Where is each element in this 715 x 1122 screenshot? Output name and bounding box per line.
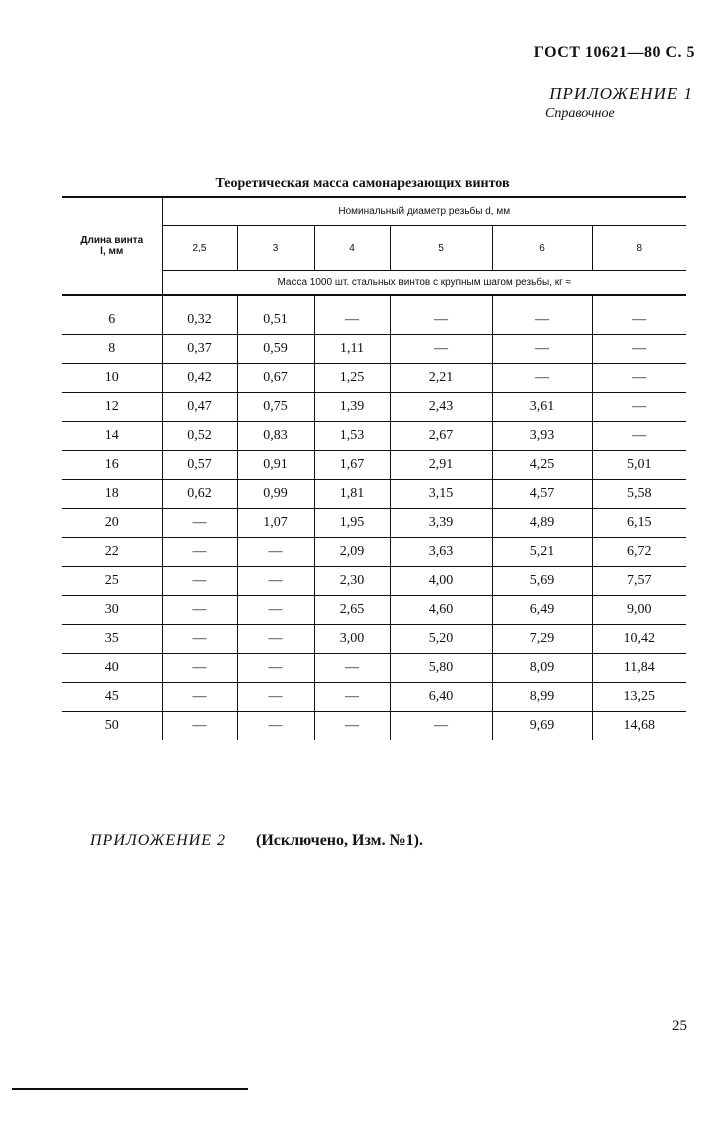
standard-header: ГОСТ 10621—80 С. 5	[533, 44, 695, 61]
mass-cell: —	[237, 683, 314, 712]
length-cell: 18	[62, 480, 162, 509]
mass-cell: 5,69	[492, 567, 592, 596]
appendix-2-line	[90, 832, 423, 850]
mass-cell: 0,83	[237, 422, 314, 451]
mass-cell: 2,65	[314, 596, 390, 625]
spacer-cell	[492, 295, 592, 306]
diameter-value: 5	[390, 226, 492, 271]
mass-cell: 4,57	[492, 480, 592, 509]
mass-cell: —	[592, 393, 686, 422]
table-title: Теоретическая масса самонарезающих винтов	[215, 176, 510, 191]
mass-cell: 14,68	[623, 718, 655, 733]
table-row	[62, 480, 686, 509]
mass-cell: 5,58	[592, 480, 686, 509]
mass-cell: 6,49	[492, 596, 592, 625]
mass-cell: —	[162, 654, 237, 683]
mass-cell: —	[492, 306, 592, 335]
bottom-rule	[12, 1088, 248, 1090]
mass-cell: —	[390, 335, 492, 364]
mass-cell: 4,60	[390, 596, 492, 625]
mass-cell: 2,21	[390, 364, 492, 393]
mass-cell: 1,95	[314, 509, 390, 538]
table-row	[62, 306, 686, 335]
mass-cell: 0,42	[162, 364, 237, 393]
mass-cell: 3,15	[390, 480, 492, 509]
mass-cell: —	[237, 625, 314, 654]
mass-cell: 1,39	[314, 393, 390, 422]
diameter-value: 8	[592, 226, 686, 271]
mass-cell: —	[592, 422, 686, 451]
mass-cell: 7,57	[592, 567, 686, 596]
mass-cell: 2,43	[390, 393, 492, 422]
mass-cell: 2,30	[314, 567, 390, 596]
diameter-value: 2,5	[162, 226, 237, 271]
diameter-header: Номинальный диаметр резьбы d, мм	[162, 197, 686, 226]
mass-cell: 5,80	[390, 654, 492, 683]
table-row	[62, 364, 686, 393]
mass-cell: —	[162, 625, 237, 654]
mass-cell: —	[162, 596, 237, 625]
length-cell: 14	[62, 422, 162, 451]
mass-cell: —	[592, 306, 686, 335]
mass-cell: —	[162, 567, 237, 596]
mass-cell: 4,00	[390, 567, 492, 596]
mass-cell: —	[237, 654, 314, 683]
spacer-cell	[314, 295, 390, 306]
mass-cell: 6,15	[592, 509, 686, 538]
mass-cell: 3,00	[314, 625, 390, 654]
mass-cell: —	[492, 364, 592, 393]
table-row	[62, 596, 686, 625]
spacer-cell	[62, 295, 162, 306]
mass-cell: 1,25	[314, 364, 390, 393]
spacer-cell	[162, 295, 237, 306]
mass-cell: 4,25	[492, 451, 592, 480]
mass-cell: 1,81	[314, 480, 390, 509]
mass-cell: 8,99	[492, 683, 592, 712]
mass-cell: —	[390, 306, 492, 335]
mass-cell: 3,61	[492, 393, 592, 422]
spacer-cell	[390, 295, 492, 306]
length-cell: 20	[62, 509, 162, 538]
length-header-line1: Длина винта	[80, 235, 144, 246]
spacer-cell	[237, 295, 314, 306]
mass-cell: 6,40	[390, 683, 492, 712]
length-column-header	[62, 197, 162, 295]
mass-cell: —	[162, 712, 237, 741]
mass-cell: 0,37	[162, 335, 237, 364]
mass-cell: 8,09	[492, 654, 592, 683]
diameter-value: 6	[492, 226, 592, 271]
length-cell: 45	[62, 683, 162, 712]
mass-cell: 13,25	[592, 683, 686, 712]
table-row	[62, 625, 686, 654]
mass-cell: 2,67	[390, 422, 492, 451]
table-row	[62, 712, 686, 741]
length-cell: 50	[62, 712, 162, 741]
mass-cell: 5,01	[592, 451, 686, 480]
table-row	[62, 683, 686, 712]
mass-cell: —	[237, 712, 314, 741]
mass-cell: 4,89	[492, 509, 592, 538]
mass-cell: 3,39	[390, 509, 492, 538]
mass-cell: —	[237, 538, 314, 567]
mass-cell: 1,67	[314, 451, 390, 480]
mass-cell: —	[237, 596, 314, 625]
length-cell: 22	[62, 538, 162, 567]
table-row	[62, 538, 686, 567]
mass-cell: —	[314, 712, 390, 741]
mass-cell: —	[592, 335, 686, 364]
mass-cell: —	[162, 683, 237, 712]
mass-cell: 2,09	[314, 538, 390, 567]
diameter-value: 3	[237, 226, 314, 271]
mass-cell: —	[314, 654, 390, 683]
mass-cell: 0,52	[162, 422, 237, 451]
appendix-2-title: ПРИЛОЖЕНИЕ 2	[90, 832, 226, 849]
table-row	[62, 567, 686, 596]
page-number: 25	[672, 1018, 687, 1034]
mass-cell: 11,84	[592, 654, 686, 683]
mass-cell: 0,75	[237, 393, 314, 422]
appendix-1-title: ПРИЛОЖЕНИЕ 1	[549, 84, 693, 103]
appendix-1-note: Справочное	[545, 106, 615, 121]
mass-cell: 0,51	[237, 306, 314, 335]
length-cell: 25	[62, 567, 162, 596]
mass-cell: 9,00	[592, 596, 686, 625]
mass-cell: 6,72	[592, 538, 686, 567]
mass-cell: —	[314, 683, 390, 712]
length-cell: 10	[62, 364, 162, 393]
table-row	[62, 393, 686, 422]
length-cell: 16	[62, 451, 162, 480]
spacer-cell	[592, 295, 686, 306]
table-row	[62, 654, 686, 683]
mass-cell: 0,32	[162, 306, 237, 335]
mass-cell: 0,47	[162, 393, 237, 422]
mass-cell: 2,91	[390, 451, 492, 480]
length-cell: 6	[62, 306, 162, 335]
mass-cell: —	[162, 509, 237, 538]
mass-cell: 3,93	[492, 422, 592, 451]
length-header-line2: l, мм	[100, 246, 124, 257]
table-row	[62, 451, 686, 480]
mass-cell: 1,11	[314, 335, 390, 364]
mass-cell: 10,42	[592, 625, 686, 654]
mass-cell: 7,29	[492, 625, 592, 654]
mass-cell: 0,59	[237, 335, 314, 364]
length-cell: 35	[62, 625, 162, 654]
mass-cell: 0,67	[237, 364, 314, 393]
mass-cell: —	[492, 335, 592, 364]
screw-mass-table	[62, 196, 686, 740]
mass-cell: —	[314, 306, 390, 335]
length-cell: 12	[62, 393, 162, 422]
mass-cell: 5,20	[390, 625, 492, 654]
mass-cell: —	[592, 364, 686, 393]
mass-cell: 0,62	[162, 480, 237, 509]
mass-cell: 9,69	[492, 712, 592, 741]
mass-cell: 0,99	[237, 480, 314, 509]
mass-cell: 5,21	[492, 538, 592, 567]
table-row	[62, 335, 686, 364]
mass-cell: 1,07	[237, 509, 314, 538]
mass-cell: 0,91	[237, 451, 314, 480]
length-cell: 8	[62, 335, 162, 364]
mass-header: Масса 1000 шт. стальных винтов с крупным шагом резьбы, кг ≈	[162, 271, 686, 296]
mass-cell: 3,63	[390, 538, 492, 567]
diameter-value: 4	[314, 226, 390, 271]
appendix-2-text: (Исключено, Изм. №1).	[255, 832, 423, 849]
length-cell: 30	[62, 596, 162, 625]
table-row	[62, 422, 686, 451]
mass-cell: 0,57	[162, 451, 237, 480]
length-cell: 40	[62, 654, 162, 683]
table-row	[62, 509, 686, 538]
mass-cell: —	[237, 567, 314, 596]
mass-cell: 1,53	[314, 422, 390, 451]
mass-cell: —	[162, 538, 237, 567]
mass-cell: —	[390, 712, 492, 741]
